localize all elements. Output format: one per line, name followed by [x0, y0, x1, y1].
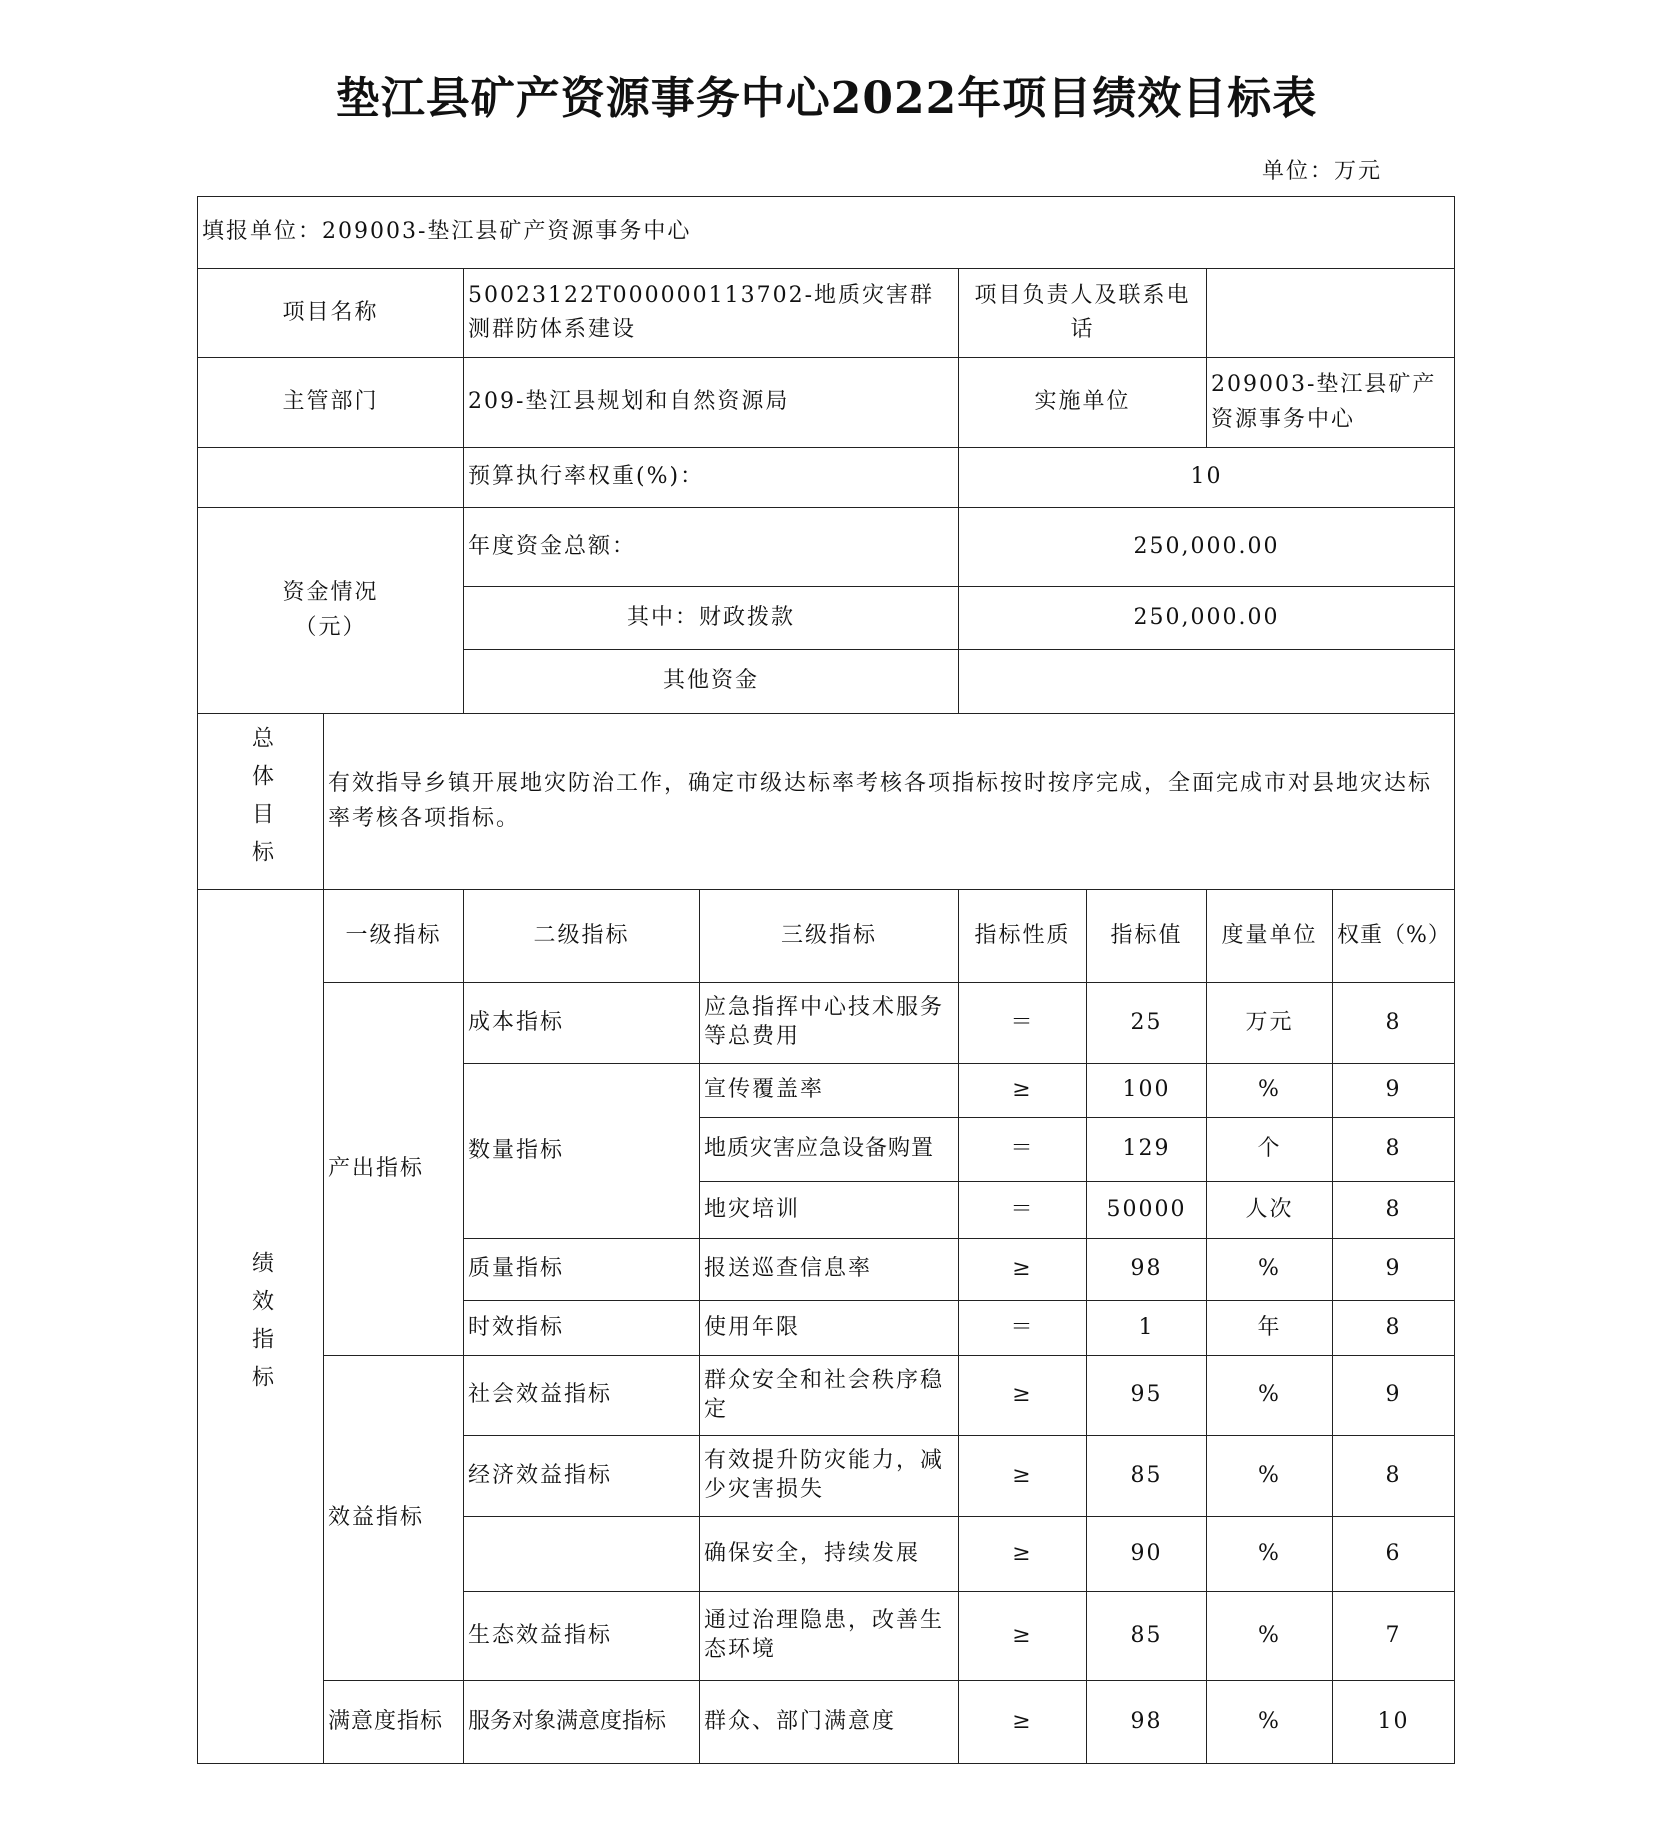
- indicator-weight: 10: [1333, 1681, 1455, 1764]
- funds-total-label: 年度资金总额：: [464, 508, 959, 587]
- indicator-value: 95: [1087, 1356, 1207, 1436]
- header-value: 指标值: [1087, 890, 1207, 983]
- indicator-unit: 万元: [1207, 983, 1333, 1064]
- indicator-nature: ≥: [959, 1064, 1087, 1118]
- indicator-value: 85: [1087, 1436, 1207, 1517]
- level2-cost: 成本指标: [464, 983, 700, 1064]
- indicator-nature: ≥: [959, 1356, 1087, 1436]
- funds-other-value: [959, 650, 1455, 714]
- indicator-value: 98: [1087, 1239, 1207, 1301]
- level1-benefit: 效益指标: [324, 1356, 464, 1681]
- header-level2: 二级指标: [464, 890, 700, 983]
- header-nature: 指标性质: [959, 890, 1087, 983]
- perf-label-cell: [198, 890, 324, 1764]
- level1-output: 产出指标: [324, 983, 464, 1356]
- indicator-unit: %: [1207, 1064, 1333, 1118]
- indicator-name: 群众安全和社会秩序稳定: [700, 1356, 959, 1436]
- indicator-value: 1: [1087, 1301, 1207, 1356]
- indicator-unit: 年: [1207, 1301, 1333, 1356]
- header-unit: 度量单位: [1207, 890, 1333, 983]
- indicator-unit: %: [1207, 1436, 1333, 1517]
- page-title: 垫江县矿产资源事务中心2022年项目绩效目标表: [335, 73, 1318, 124]
- indicator-value: 90: [1087, 1517, 1207, 1592]
- unit-label: 单位：万元: [1262, 159, 1383, 184]
- dept-value: 209-垫江县规划和自然资源局: [464, 358, 959, 448]
- perf-label: 绩效指标: [248, 1250, 274, 1403]
- overall-goal-text: 有效指导乡镇开展地灾防治工作，确定市级达标率考核各项指标按时按序完成，全面完成市对县地灾达标率考核各项指标。: [324, 714, 1455, 890]
- header-level3: 三级指标: [700, 890, 959, 983]
- indicator-nature: ＝: [959, 1118, 1087, 1182]
- indicator-name: 地质灾害应急设备购置: [700, 1118, 959, 1182]
- overall-goal-label: 总体目标: [248, 725, 274, 878]
- indicator-unit: %: [1207, 1681, 1333, 1764]
- indicator-name: 有效提升防灾能力，减少灾害损失: [700, 1436, 959, 1517]
- indicator-unit: %: [1207, 1356, 1333, 1436]
- indicator-name: 地灾培训: [700, 1182, 959, 1239]
- indicator-value: 25: [1087, 983, 1207, 1064]
- indicator-value: 129: [1087, 1118, 1207, 1182]
- indicator-weight: 8: [1333, 983, 1455, 1064]
- indicator-unit: %: [1207, 1517, 1333, 1592]
- indicator-value: 85: [1087, 1592, 1207, 1681]
- indicator-weight: 9: [1333, 1356, 1455, 1436]
- level2-blank: [464, 1517, 700, 1592]
- indicator-name: 报送巡查信息率: [700, 1239, 959, 1301]
- indicator-unit: %: [1207, 1239, 1333, 1301]
- level2-timeliness: 时效指标: [464, 1301, 700, 1356]
- indicator-name: 应急指挥中心技术服务等总费用: [700, 983, 959, 1064]
- indicator-weight: 8: [1333, 1301, 1455, 1356]
- project-name-label: 项目名称: [198, 269, 464, 358]
- overall-goal-label-cell: [198, 714, 324, 890]
- budget-weight-label: 预算执行率权重(%)：: [464, 448, 959, 508]
- indicator-weight: 6: [1333, 1517, 1455, 1592]
- level2-service-satisfaction: 服务对象满意度指标: [464, 1681, 700, 1764]
- indicator-name: 通过治理隐患，改善生态环境: [700, 1592, 959, 1681]
- contact-label: 项目负责人及联系电话: [959, 269, 1207, 358]
- level2-quantity: 数量指标: [464, 1064, 700, 1239]
- indicator-nature: ≥: [959, 1592, 1087, 1681]
- indicator-weight: 7: [1333, 1592, 1455, 1681]
- level2-economic: 经济效益指标: [464, 1436, 700, 1517]
- indicator-value: 98: [1087, 1681, 1207, 1764]
- indicator-name: 使用年限: [700, 1301, 959, 1356]
- funds-label-line1: 资金情况: [282, 580, 379, 606]
- level2-ecological: 生态效益指标: [464, 1592, 700, 1681]
- budget-weight-value: 10: [959, 448, 1455, 508]
- contact-value: [1207, 269, 1455, 358]
- indicator-unit: 个: [1207, 1118, 1333, 1182]
- indicator-unit: %: [1207, 1592, 1333, 1681]
- indicator-weight: 8: [1333, 1118, 1455, 1182]
- level1-satisfaction: 满意度指标: [324, 1681, 464, 1764]
- indicator-weight: 8: [1333, 1436, 1455, 1517]
- funds-label: [198, 508, 464, 714]
- budget-weight-blank: [198, 448, 464, 508]
- performance-table: [197, 196, 1455, 1764]
- funds-total-value: 250,000.00: [959, 508, 1455, 587]
- indicator-nature: ＝: [959, 983, 1087, 1064]
- indicator-nature: ≥: [959, 1436, 1087, 1517]
- project-name-value: 50023122T000000113702-地质灾害群测群防体系建设: [464, 269, 959, 358]
- indicator-value: 100: [1087, 1064, 1207, 1118]
- indicator-weight: 8: [1333, 1182, 1455, 1239]
- funds-label-line2: （元）: [294, 614, 367, 640]
- indicator-nature: ≥: [959, 1517, 1087, 1592]
- fill-unit: 填报单位：209003-垫江县矿产资源事务中心: [198, 197, 1455, 269]
- funds-other-label: 其他资金: [464, 650, 959, 714]
- indicator-nature: ＝: [959, 1301, 1087, 1356]
- indicator-weight: 9: [1333, 1064, 1455, 1118]
- indicator-nature: ≥: [959, 1681, 1087, 1764]
- indicator-name: 宣传覆盖率: [700, 1064, 959, 1118]
- header-weight: 权重（%）: [1333, 890, 1455, 983]
- level2-quality: 质量指标: [464, 1239, 700, 1301]
- dept-label: 主管部门: [198, 358, 464, 448]
- indicator-nature: ＝: [959, 1182, 1087, 1239]
- impl-label: 实施单位: [959, 358, 1207, 448]
- impl-value: 209003-垫江县矿产资源事务中心: [1207, 358, 1455, 448]
- indicator-unit: 人次: [1207, 1182, 1333, 1239]
- funds-fiscal-value: 250,000.00: [959, 587, 1455, 650]
- indicator-nature: ≥: [959, 1239, 1087, 1301]
- header-level1: 一级指标: [324, 890, 464, 983]
- funds-fiscal-label: 其中：财政拨款: [464, 587, 959, 650]
- indicator-weight: 9: [1333, 1239, 1455, 1301]
- indicator-name: 确保安全，持续发展: [700, 1517, 959, 1592]
- level2-social: 社会效益指标: [464, 1356, 700, 1436]
- indicator-name: 群众、部门满意度: [700, 1681, 959, 1764]
- indicator-value: 50000: [1087, 1182, 1207, 1239]
